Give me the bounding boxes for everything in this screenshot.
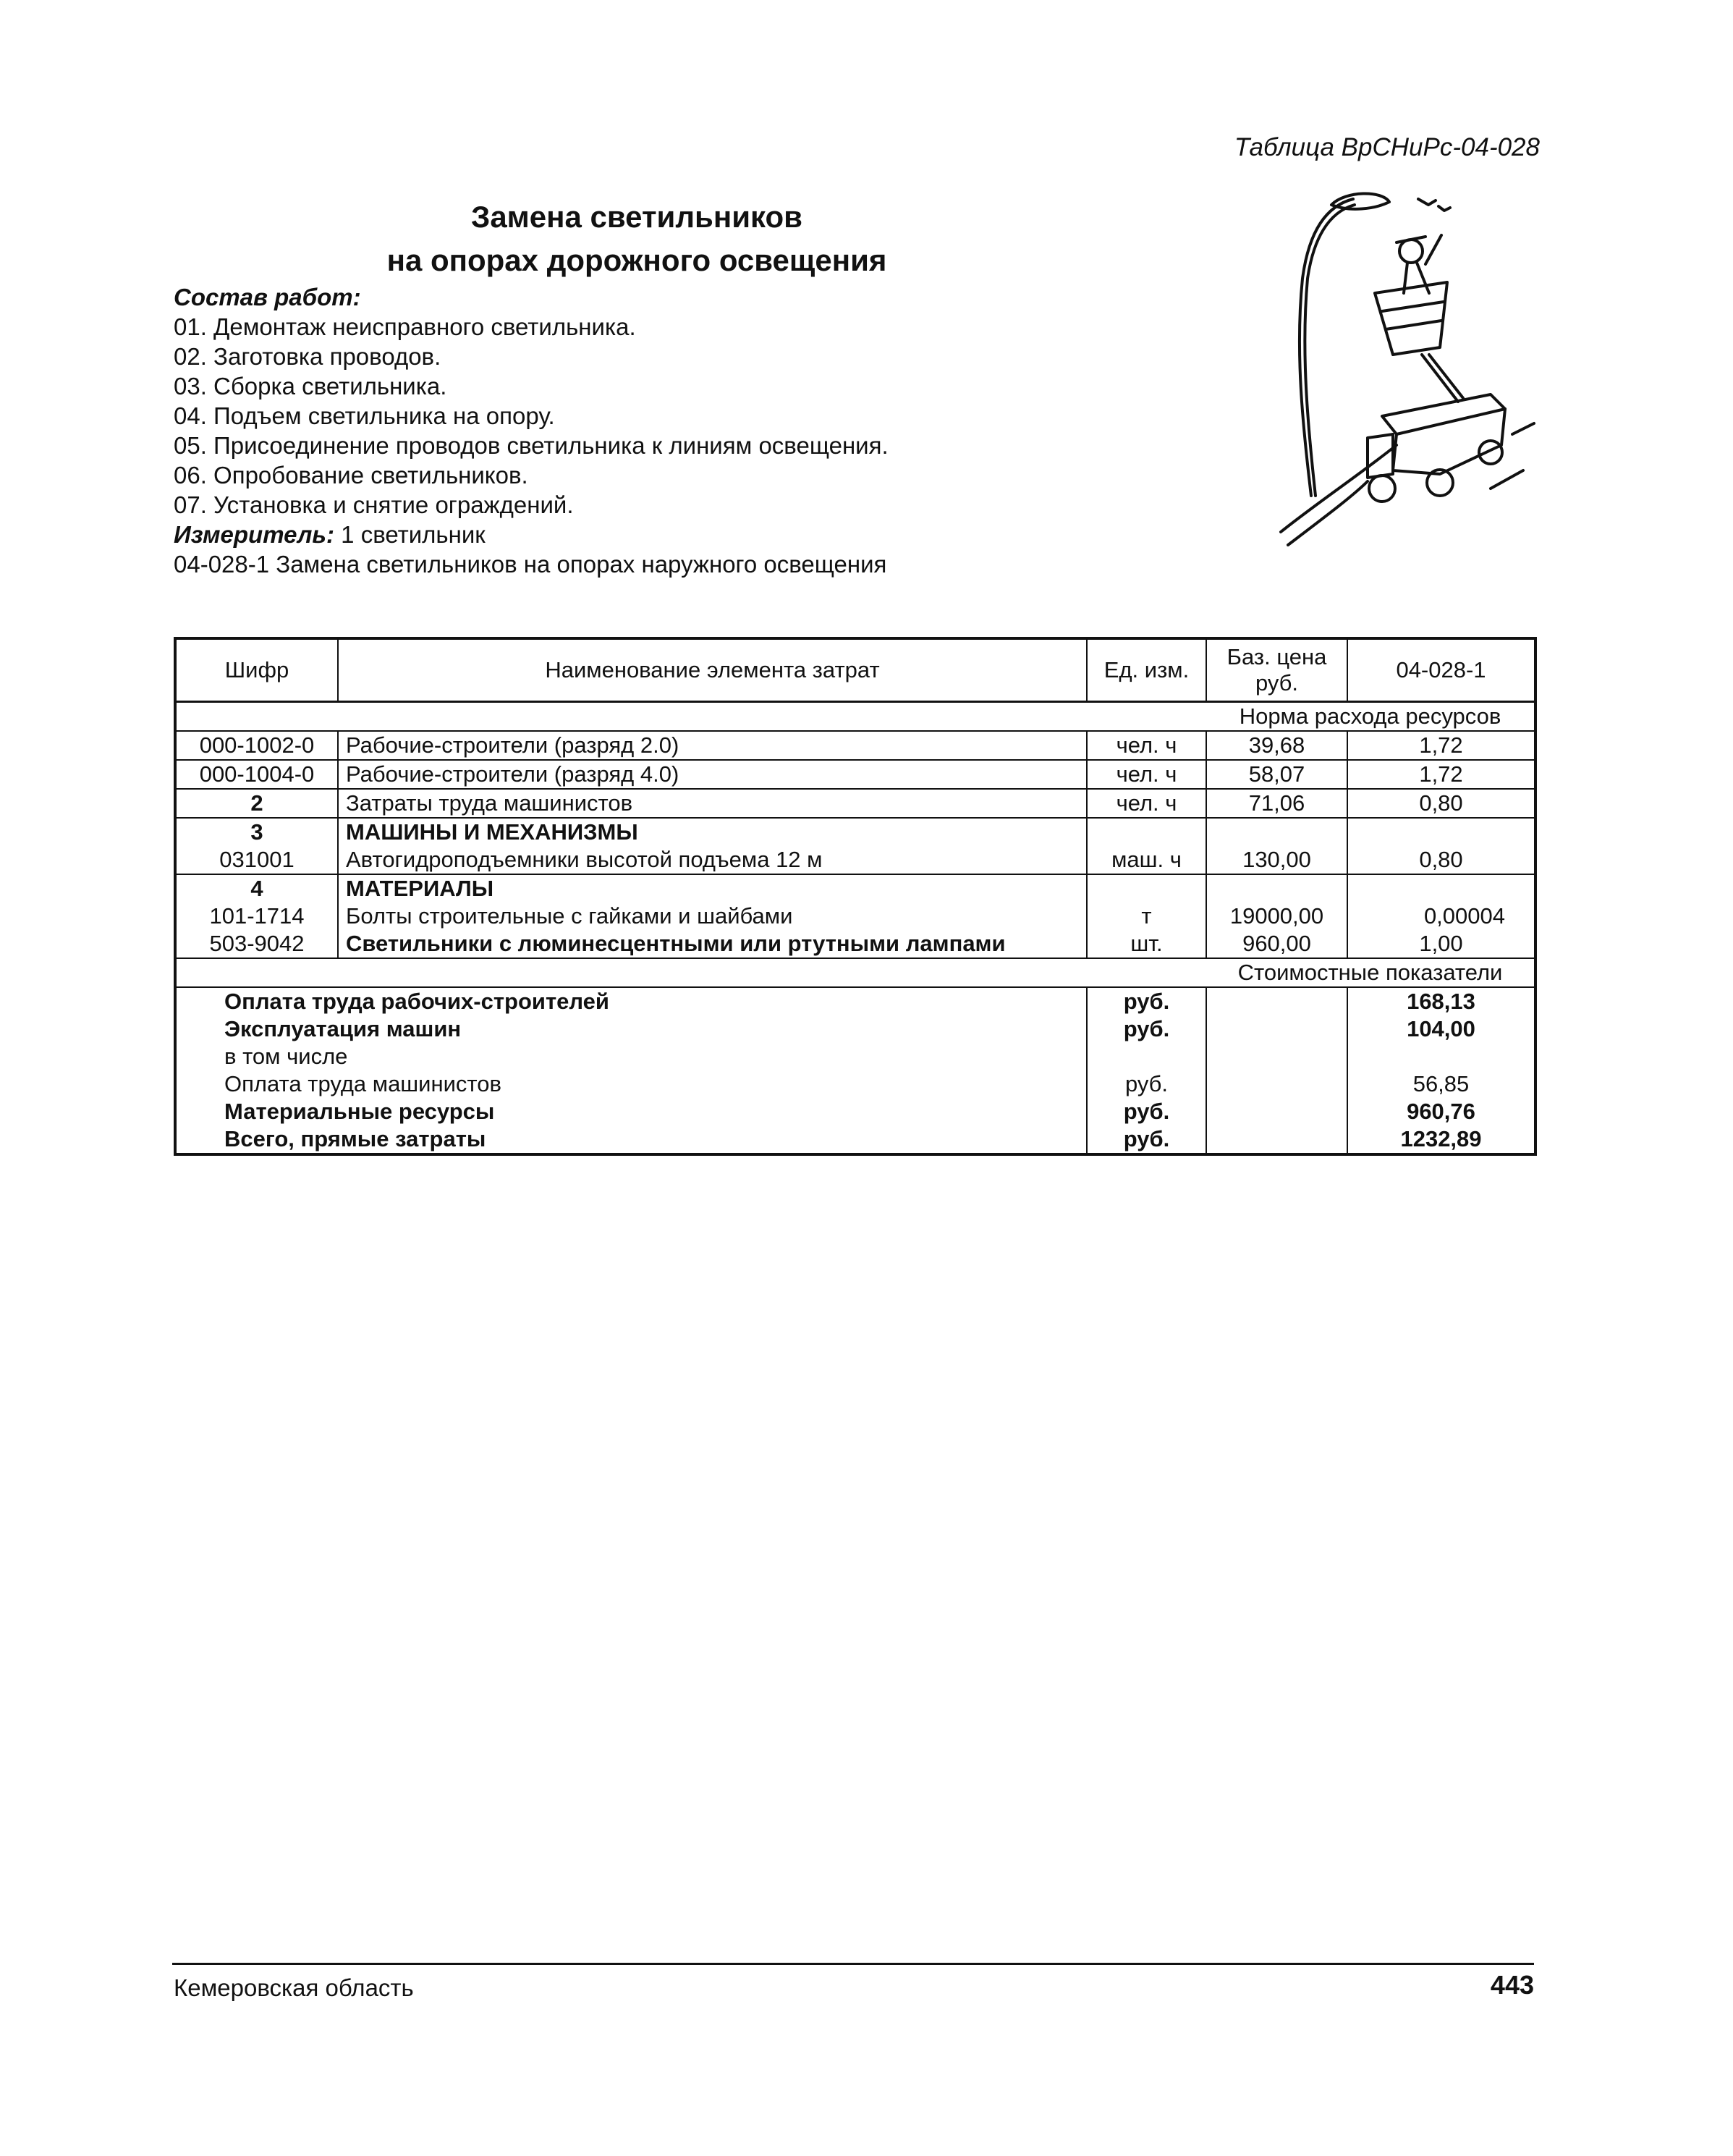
row-code: 503-9042	[175, 930, 338, 958]
row-code: 031001	[175, 846, 338, 874]
total-name: Оплата труда машинистов	[175, 1070, 1087, 1098]
total-row	[175, 1125, 1535, 1154]
title-line-1: Замена светильников	[471, 200, 802, 234]
header-price-line-2: руб.	[1255, 670, 1299, 696]
total-name: Всего, прямые затраты	[175, 1125, 1087, 1154]
composition-item: 05. Присоединение проводов светильника к линиям освещения.	[174, 432, 889, 459]
composition-item: 07. Установка и снятие ограждений.	[174, 491, 574, 518]
total-value: 1232,89	[1347, 1125, 1535, 1154]
row-price: 19000,00	[1206, 902, 1347, 930]
total-row	[175, 987, 1535, 1015]
total-unit: руб.	[1087, 1098, 1206, 1125]
row-name: МАШИНЫ И МЕХАНИЗМЫ	[338, 818, 1087, 846]
composition-heading: Состав работ:	[174, 284, 361, 310]
total-unit: руб.	[1087, 1015, 1206, 1043]
row-name: Болты строительные с гайками и шайбами	[338, 902, 1087, 930]
header-price	[1206, 638, 1347, 702]
row-value: 1,72	[1347, 760, 1535, 789]
page-number: 443	[1490, 1970, 1534, 2000]
total-row	[175, 1098, 1535, 1125]
total-unit: руб.	[1087, 987, 1206, 1015]
total-row	[175, 1070, 1535, 1098]
row-code: 3	[175, 818, 338, 846]
row-name: Светильники с люминесцентными или ртутными лампами	[338, 930, 1087, 958]
row-code: 2	[175, 789, 338, 818]
table-row	[175, 846, 1535, 874]
row-price: 130,00	[1206, 846, 1347, 874]
row-unit: т	[1087, 902, 1206, 930]
total-value: 960,76	[1347, 1098, 1535, 1125]
row-price: 71,06	[1206, 789, 1347, 818]
row-code: 000-1002-0	[175, 731, 338, 760]
total-name: Эксплуатация машин	[175, 1015, 1087, 1043]
row-unit: чел. ч	[1087, 731, 1206, 760]
band-resources: Норма расхода ресурсов	[1206, 702, 1535, 732]
title-line-2: на опорах дорожного освещения	[386, 243, 887, 277]
row-price: 39,68	[1206, 731, 1347, 760]
total-row	[175, 1043, 1535, 1070]
table-row	[175, 789, 1535, 818]
row-name: Автогидроподъемники высотой подъема 12 м	[338, 846, 1087, 874]
table-row	[175, 731, 1535, 760]
total-unit: руб.	[1087, 1125, 1206, 1154]
row-unit: шт.	[1087, 930, 1206, 958]
row-value: 1,00	[1347, 930, 1535, 958]
composition-item: 01. Демонтаж неисправного светильника.	[174, 313, 636, 340]
row-name: МАТЕРИАЛЫ	[338, 874, 1087, 902]
norm-line: 04-028-1 Замена светильников на опорах наружного освещения	[174, 551, 887, 578]
group-row	[175, 874, 1535, 902]
row-code: 101-1714	[175, 902, 338, 930]
total-name: Материальные ресурсы	[175, 1098, 1087, 1125]
row-code: 000-1004-0	[175, 760, 338, 789]
table-row	[175, 902, 1535, 930]
band-row	[175, 958, 1535, 987]
total-value: 56,85	[1347, 1070, 1535, 1098]
table-header-row	[175, 638, 1535, 702]
row-name: Рабочие-строители (разряд 2.0)	[338, 731, 1087, 760]
table-label: Таблица ВрСНиРс-04-028	[1234, 133, 1540, 161]
composition-item: 02. Заготовка проводов.	[174, 343, 441, 370]
table-row	[175, 760, 1535, 789]
street-light-lift-illustration	[1274, 185, 1548, 546]
header-code: Шифр	[175, 638, 338, 702]
total-value: 104,00	[1347, 1015, 1535, 1043]
header-norm: 04-028-1	[1347, 638, 1535, 702]
row-price: 58,07	[1206, 760, 1347, 789]
total-name: Оплата труда рабочих-строителей	[175, 987, 1087, 1015]
group-row	[175, 818, 1535, 846]
row-value: 0,80	[1347, 789, 1535, 818]
row-unit: маш. ч	[1087, 846, 1206, 874]
composition-item: 03. Сборка светильника.	[174, 373, 447, 400]
band-row	[175, 702, 1535, 732]
measure-heading: Измеритель:	[174, 521, 334, 548]
footer-divider	[172, 1963, 1534, 1965]
header-price-line-1: Баз. цена	[1226, 644, 1327, 669]
table-row	[175, 930, 1535, 958]
row-value: 1,72	[1347, 731, 1535, 760]
header-name: Наименование элемента затрат	[338, 638, 1087, 702]
band-costs: Стоимостные показатели	[1206, 958, 1535, 987]
row-unit: чел. ч	[1087, 760, 1206, 789]
total-unit: руб.	[1087, 1070, 1206, 1098]
row-code: 4	[175, 874, 338, 902]
composition-item: 04. Подъем светильника на опору.	[174, 402, 555, 429]
row-name: Затраты труда машинистов	[338, 789, 1087, 818]
row-name: Рабочие-строители (разряд 4.0)	[338, 760, 1087, 789]
page-title	[275, 195, 999, 282]
row-value: 0,80	[1347, 846, 1535, 874]
total-value: 168,13	[1347, 987, 1535, 1015]
measure-line	[174, 520, 1259, 549]
row-price: 960,00	[1206, 930, 1347, 958]
resource-cost-table	[174, 637, 1537, 1156]
work-composition	[174, 282, 1259, 579]
footer-region: Кемеровская область	[174, 1974, 414, 2001]
row-unit: чел. ч	[1087, 789, 1206, 818]
composition-item: 06. Опробование светильников.	[174, 462, 528, 489]
measure-value: 1 светильник	[341, 521, 486, 548]
total-name: в том числе	[175, 1043, 1087, 1070]
total-row	[175, 1015, 1535, 1043]
header-unit: Ед. изм.	[1087, 638, 1206, 702]
row-value: 0,00004	[1347, 902, 1535, 930]
